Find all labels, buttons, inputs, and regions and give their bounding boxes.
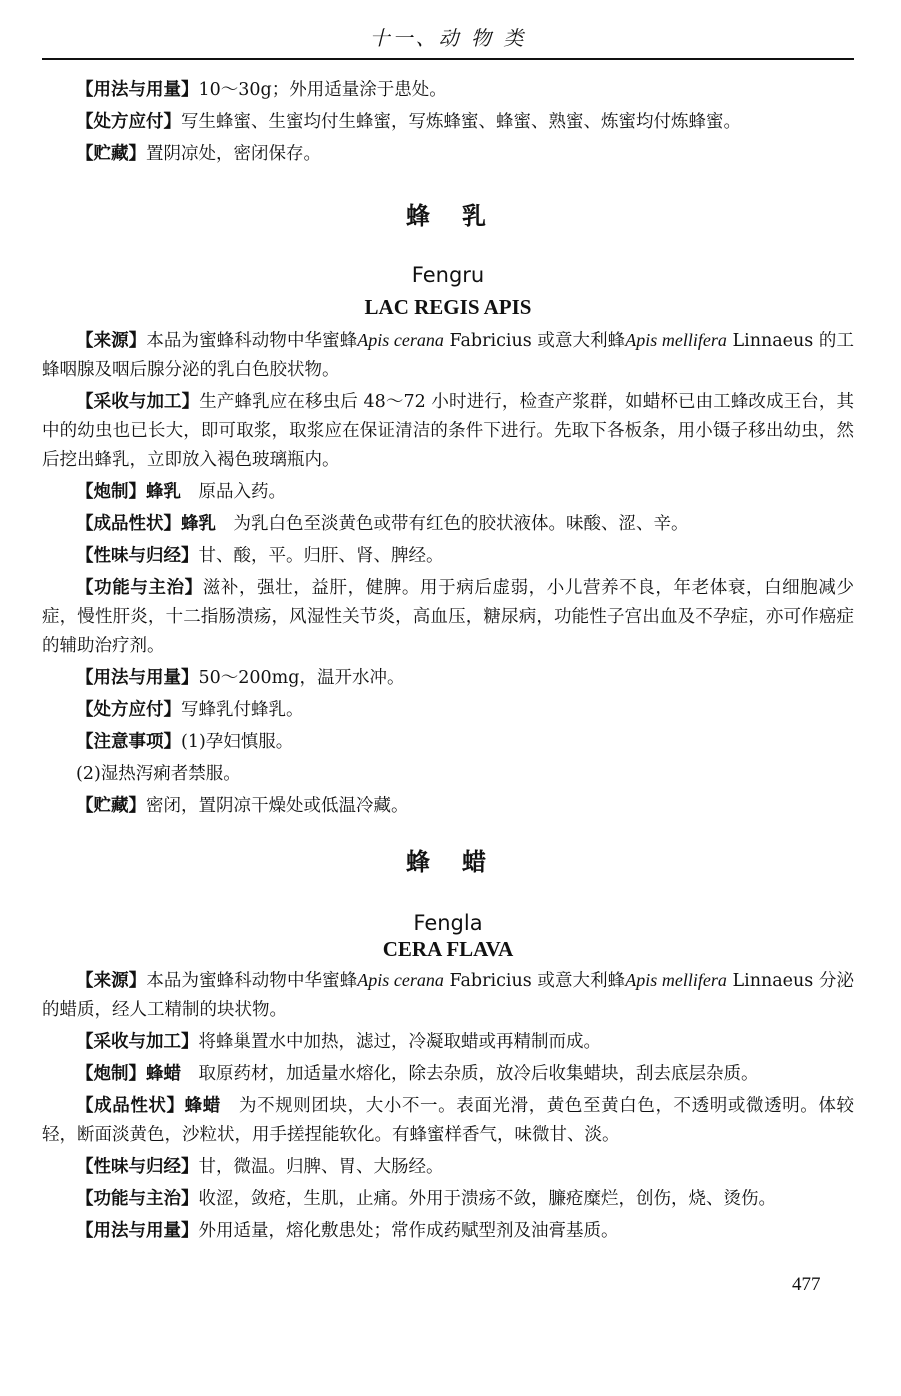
storage-text: 密闭，置阴凉干燥处或低温冷藏。 xyxy=(146,796,409,816)
function-text: 滋补，强壮，益肝，健脾。用于病后虚弱，小儿营养不良，年老体衰，白细胞减少症，慢性肝炎，十二指肠溃疡，风湿性关节炎，高血压，糖尿病，功能性子宫出血及不孕症，亦可作癌症的辅助治疗剂。 xyxy=(42,578,854,656)
processing-name: 蜂蜡 xyxy=(146,1064,181,1084)
source-text-1: 本品为蜜蜂科动物中华蜜蜂 xyxy=(146,331,358,351)
label-processing: 【炮制】 xyxy=(76,482,146,502)
label-function: 【功能与主治】 xyxy=(76,1189,199,1209)
fengru-usage xyxy=(42,664,854,693)
label-taste: 【性味与归经】 xyxy=(76,546,199,566)
fengru-character xyxy=(42,510,854,539)
source-text-3: Linnaeus 分泌的蜡质，经人工精制的块状物。 xyxy=(42,971,855,1020)
taste-text: 甘，微温。归脾、胃、大肠经。 xyxy=(198,1157,444,1177)
label-usage: 【用法与用量】 xyxy=(76,1221,199,1241)
usage-text: 外用适量，熔化敷患处；常作成药赋型剂及油膏基质。 xyxy=(198,1221,619,1241)
source-text-1: 本品为蜜蜂科动物中华蜜蜂 xyxy=(146,971,358,991)
fengla-character xyxy=(42,1092,854,1150)
source-text-3: Linnaeus 的工蜂咽腺及咽后腺分泌的乳白色胶状物。 xyxy=(42,331,855,380)
running-header: 十一、动 物 类 xyxy=(369,26,527,50)
section-title-fengla: 蜂 蜡 xyxy=(406,848,490,876)
label-caution: 【注意事项】 xyxy=(76,732,181,752)
harvest-text: 生产蜂乳应在移虫后 48～72 小时进行，检查产浆群，如蜡杯已由工蜂改成王台，其中的幼虫也已长大，即可取浆，取浆应在保证清洁的条件下进行。先取下各板条，用小镊子移出幼虫，然后挖出蜂乳，立即放入褐色玻璃瓶内。 xyxy=(42,392,854,470)
fengla-processing xyxy=(42,1060,854,1089)
entry-usage xyxy=(42,76,854,105)
page-number: 477 xyxy=(792,1274,821,1295)
pinyin-fengla: Fengla xyxy=(413,911,483,935)
label-usage: 【用法与用量】 xyxy=(76,668,199,688)
character-name: 蜂蜡 xyxy=(184,1096,221,1116)
fengla-harvest xyxy=(42,1028,854,1057)
fengru-source xyxy=(42,326,854,385)
label-storage: 【贮藏】 xyxy=(76,144,146,164)
fengru-prescription xyxy=(42,696,854,725)
source-text-2: Fabricius 或意大利蜂 xyxy=(443,331,626,351)
latin-name-fengru: LAC REGIS APIS xyxy=(364,295,532,319)
label-harvest: 【采收与加工】 xyxy=(76,1032,199,1052)
processing-text: 原品入药。 xyxy=(181,482,286,502)
label-storage: 【贮藏】 xyxy=(76,796,146,816)
fengla-taste xyxy=(42,1153,854,1182)
caution-text-2: (2)湿热泻痢者禁服。 xyxy=(76,764,241,784)
fengla-usage xyxy=(42,1217,854,1246)
fengru-taste xyxy=(42,542,854,571)
entry-prescription xyxy=(42,108,854,137)
caution-text-1: (1)孕妇慎服。 xyxy=(181,732,294,752)
species-apis-mellifera: Apis mellifera xyxy=(625,330,727,350)
label-prescription: 【处方应付】 xyxy=(76,112,181,132)
label-character: 【成品性状】 xyxy=(76,1096,185,1116)
character-name: 蜂乳 xyxy=(181,514,216,534)
label-source: 【来源】 xyxy=(76,971,147,991)
latin-name-fengla: CERA FLAVA xyxy=(382,937,514,961)
species-apis-cerana: Apis cerana xyxy=(357,970,444,990)
harvest-text: 将蜂巢置水中加热，滤过，冷凝取蜡或再精制而成。 xyxy=(198,1032,601,1052)
label-source: 【来源】 xyxy=(76,331,147,351)
fengla-function xyxy=(42,1185,854,1214)
species-apis-mellifera: Apis mellifera xyxy=(625,970,727,990)
prescription-text: 写蜂乳付蜂乳。 xyxy=(181,700,304,720)
fengru-harvest xyxy=(42,388,854,475)
processing-text: 取原药材，加适量水熔化，除去杂质，放冷后收集蜡块，刮去底层杂质。 xyxy=(181,1064,759,1084)
fengru-caution xyxy=(42,728,854,757)
source-text-2: Fabricius 或意大利蜂 xyxy=(443,971,626,991)
label-function: 【功能与主治】 xyxy=(76,578,203,598)
function-text: 收涩，敛疮，生肌，止痛。外用于溃疡不敛，臁疮糜烂，创伤，烧、烫伤。 xyxy=(198,1189,776,1209)
taste-text: 甘、酸，平。归肝、肾、脾经。 xyxy=(198,546,444,566)
character-text: 为不规则团块，大小不一。表面光滑，黄色至黄白色，不透明或微透明。体较轻，断面淡黄色，沙粒状，用手搓捏能软化。有蜂蜜样香气，味微甘、淡。 xyxy=(42,1096,855,1145)
prescription-text: 写生蜂蜜、生蜜均付生蜂蜜，写炼蜂蜜、蜂蜜、熟蜜、炼蜜均付炼蜂蜜。 xyxy=(181,112,741,132)
label-taste: 【性味与归经】 xyxy=(76,1157,199,1177)
section-title-fengru: 蜂 乳 xyxy=(406,202,490,230)
page-content xyxy=(42,76,854,1249)
entry-storage xyxy=(42,140,854,169)
fengru-processing xyxy=(42,478,854,507)
character-text: 为乳白色至淡黄色或带有红色的胶状液体。味酸、涩、辛。 xyxy=(216,514,689,534)
species-apis-cerana: Apis cerana xyxy=(357,330,444,350)
processing-name: 蜂乳 xyxy=(146,482,181,502)
fengru-storage xyxy=(42,792,854,821)
storage-text: 置阴凉处，密闭保存。 xyxy=(146,144,321,164)
usage-text: 10～30g；外用适量涂于患处。 xyxy=(198,80,447,100)
label-usage: 【用法与用量】 xyxy=(76,80,199,100)
fengru-caution-2 xyxy=(42,760,854,789)
label-prescription: 【处方应付】 xyxy=(76,700,181,720)
label-processing: 【炮制】 xyxy=(76,1064,146,1084)
usage-text: 50～200mg，温开水冲。 xyxy=(198,668,405,688)
fengla-source xyxy=(42,966,854,1025)
label-harvest: 【采收与加工】 xyxy=(76,392,200,412)
pinyin-fengru: Fengru xyxy=(411,263,485,287)
fengru-function xyxy=(42,574,854,661)
label-character: 【成品性状】 xyxy=(76,514,181,534)
header-rule xyxy=(42,58,854,60)
